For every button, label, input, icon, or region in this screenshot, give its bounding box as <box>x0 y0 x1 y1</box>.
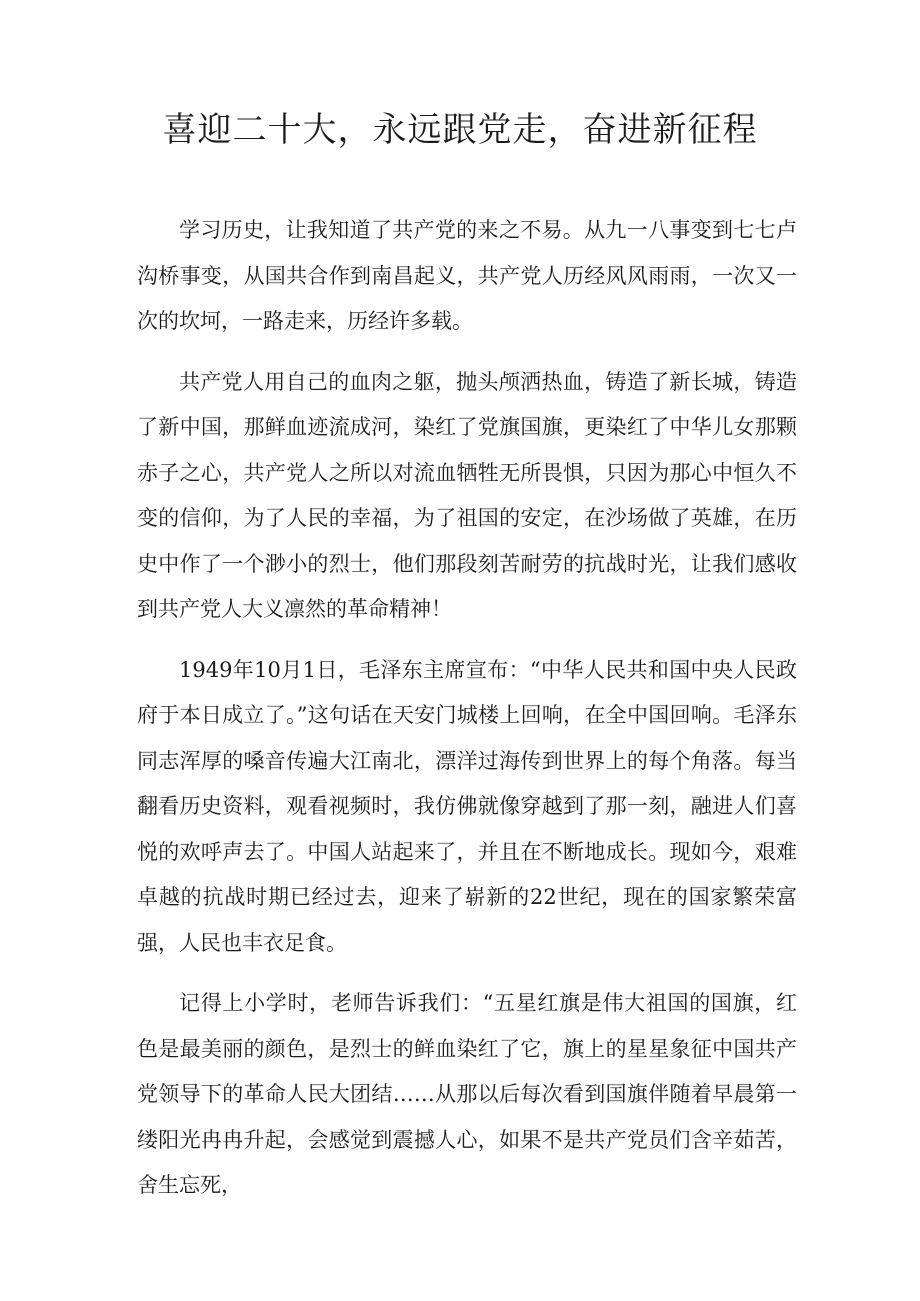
paragraph-2: 共产党人用自己的血肉之躯，抛头颅洒热血，铸造了新长城，铸造了新中国，那鲜血迹流成河，染红了党旗国旗，更染红了中华儿女那颗赤子之心，共产党人之所以对流血牺牲无所畏惧，只因为那心中恒久不变的信仰，为了人民的幸福，为了祖国的安定，在沙场做了英雄，在历史中作了一个渺小的烈士，他们那段刻苦耐劳的抗战时光，让我们感收到共产党人大义凛然的革命精神！ <box>137 369 797 621</box>
paragraph-4: 记得上小学时，老师告诉我们：“五星红旗是伟大祖国的国旗，红色是最美丽的颜色，是烈士的鲜血染红了它，旗上的星星象征中国共产党领导下的革命人民大团结……从那以后每次看到国旗伴随着早晨第一缕阳光冉冉升起，会感觉到震撼人心，如果不是共产党员们含辛茹苦，舍生忘死， <box>137 991 797 1197</box>
document-title: 喜迎二十大，永远跟党走，奋进新征程 <box>162 110 758 150</box>
paragraph-1: 学习历史，让我知道了共产党的来之不易。从九一八事变到七七卢沟桥事变，从国共合作到南昌起义，共产党人历经风风雨雨，一次又一次的坎坷，一路走来，历经许多载。 <box>137 218 797 333</box>
document-body <box>137 208 797 1224</box>
paragraph-3: 1949年10月1日，毛泽东主席宣布：“中华人民共和国中央人民政府于本日成立了。”这句话在天安门城楼上回响，在全中国回响。毛泽东同志浑厚的嗓音传遍大江南北，漂洋过海传到世界上的每个角落。每当翻看历史资料，观看视频时，我仿佛就像穿越到了那一刻，融进人们喜悦的欢呼声去了。中国人站起来了，并且在不断地成长。现如今，艰难卓越的抗战时期已经过去，迎来了崭新的22世纪，现在的国家繁荣富强，人民也丰衣足食。 <box>137 657 797 955</box>
